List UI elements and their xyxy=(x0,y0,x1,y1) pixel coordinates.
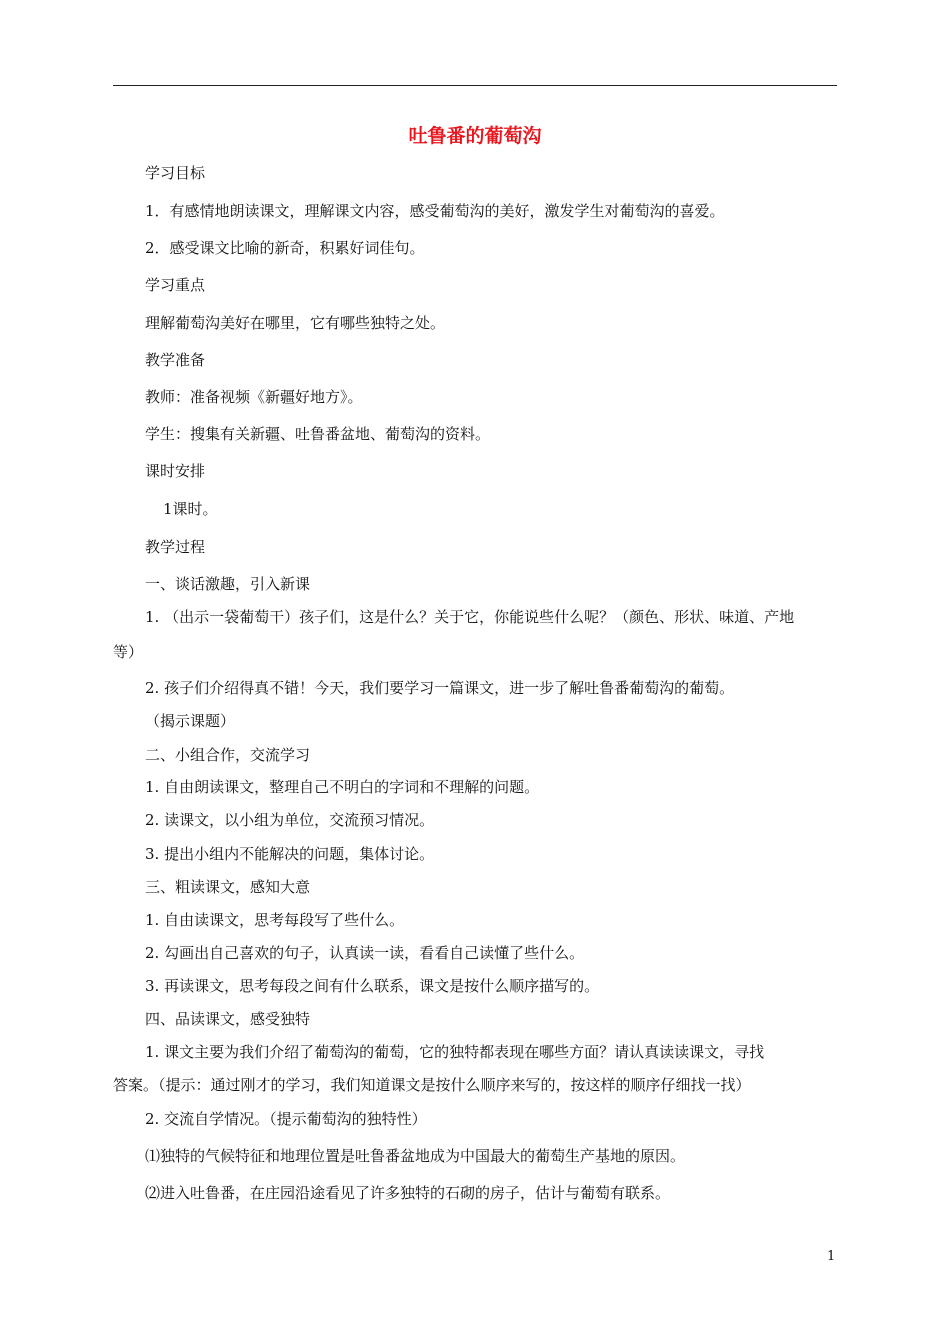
section-heading: 学习重点 xyxy=(145,276,206,294)
subsection-heading: 四、品读课文，感受独特 xyxy=(145,1010,311,1028)
paragraph: 1．有感情地朗读课文，理解课文内容，感受葡萄沟的美好，激发学生对葡萄沟的喜爱。 xyxy=(145,202,725,220)
section-heading: 教学过程 xyxy=(145,538,206,556)
section-heading: 教学准备 xyxy=(145,351,206,369)
section-heading: 学习目标 xyxy=(145,164,206,182)
paragraph-continuation: 等） xyxy=(113,643,144,661)
paragraph: 1. 自由读课文，思考每段写了些什么。 xyxy=(145,911,405,929)
paragraph: 学生：搜集有关新疆、吐鲁番盆地、葡萄沟的资料。 xyxy=(145,425,491,443)
section-heading: 课时安排 xyxy=(145,462,206,480)
page-title: 吐鲁番的葡萄沟 xyxy=(408,125,542,147)
paragraph: 教师：准备视频《新疆好地方》。 xyxy=(145,388,363,406)
subsection-heading: 一、谈话激趣，引入新课 xyxy=(145,575,311,593)
header-rule xyxy=(113,85,837,86)
paragraph: 3. 提出小组内不能解决的问题，集体讨论。 xyxy=(145,845,435,863)
subsection-heading: 二、小组合作，交流学习 xyxy=(145,746,311,764)
paragraph: 理解葡萄沟美好在哪里，它有哪些独特之处。 xyxy=(145,314,446,332)
paragraph: 1课时。 xyxy=(163,500,218,518)
paragraph: 1. 课文主要为我们介绍了葡萄沟的葡萄，它的独特都表现在哪些方面？请认真读读课文，寻找 xyxy=(145,1043,765,1061)
paragraph: ⑵进入吐鲁番，在庄园沿途看见了许多独特的石砌的房子，估计与葡萄有联系。 xyxy=(145,1184,671,1202)
paragraph: 2. 勾画出自己喜欢的句子，认真读一读，看看自己读懂了些什么。 xyxy=(145,944,585,962)
page-number: 1 xyxy=(827,1249,836,1264)
subsection-heading: 三、粗读课文，感知大意 xyxy=(145,878,311,896)
paragraph: 2. 交流自学情况。（提示葡萄沟的独特性） xyxy=(145,1110,427,1128)
paragraph: 3. 再读课文，思考每段之间有什么联系，课文是按什么顺序描写的。 xyxy=(145,977,600,995)
paragraph: ⑴独特的气候特征和地理位置是吐鲁番盆地成为中国最大的葡萄生产基地的原因。 xyxy=(145,1147,686,1165)
paragraph: （揭示课题） xyxy=(145,712,236,730)
paragraph: 2. 读课文，以小组为单位，交流预习情况。 xyxy=(145,811,435,829)
paragraph: 1. （出示一袋葡萄干）孩子们，这是什么？关于它，你能说些什么呢？（颜色、形状、味道、产地 xyxy=(145,608,795,626)
paragraph-continuation: 答案。（提示：通过刚才的学习，我们知道课文是按什么顺序来写的，按这样的顺序仔细找一找） xyxy=(113,1076,751,1094)
paragraph: 2. 孩子们介绍得真不错！今天，我们要学习一篇课文，进一步了解吐鲁番葡萄沟的葡萄。 xyxy=(145,679,735,697)
paragraph: 2．感受课文比喻的新奇，积累好词佳句。 xyxy=(145,239,425,257)
paragraph: 1. 自由朗读课文，整理自己不明白的字词和不理解的问题。 xyxy=(145,778,540,796)
